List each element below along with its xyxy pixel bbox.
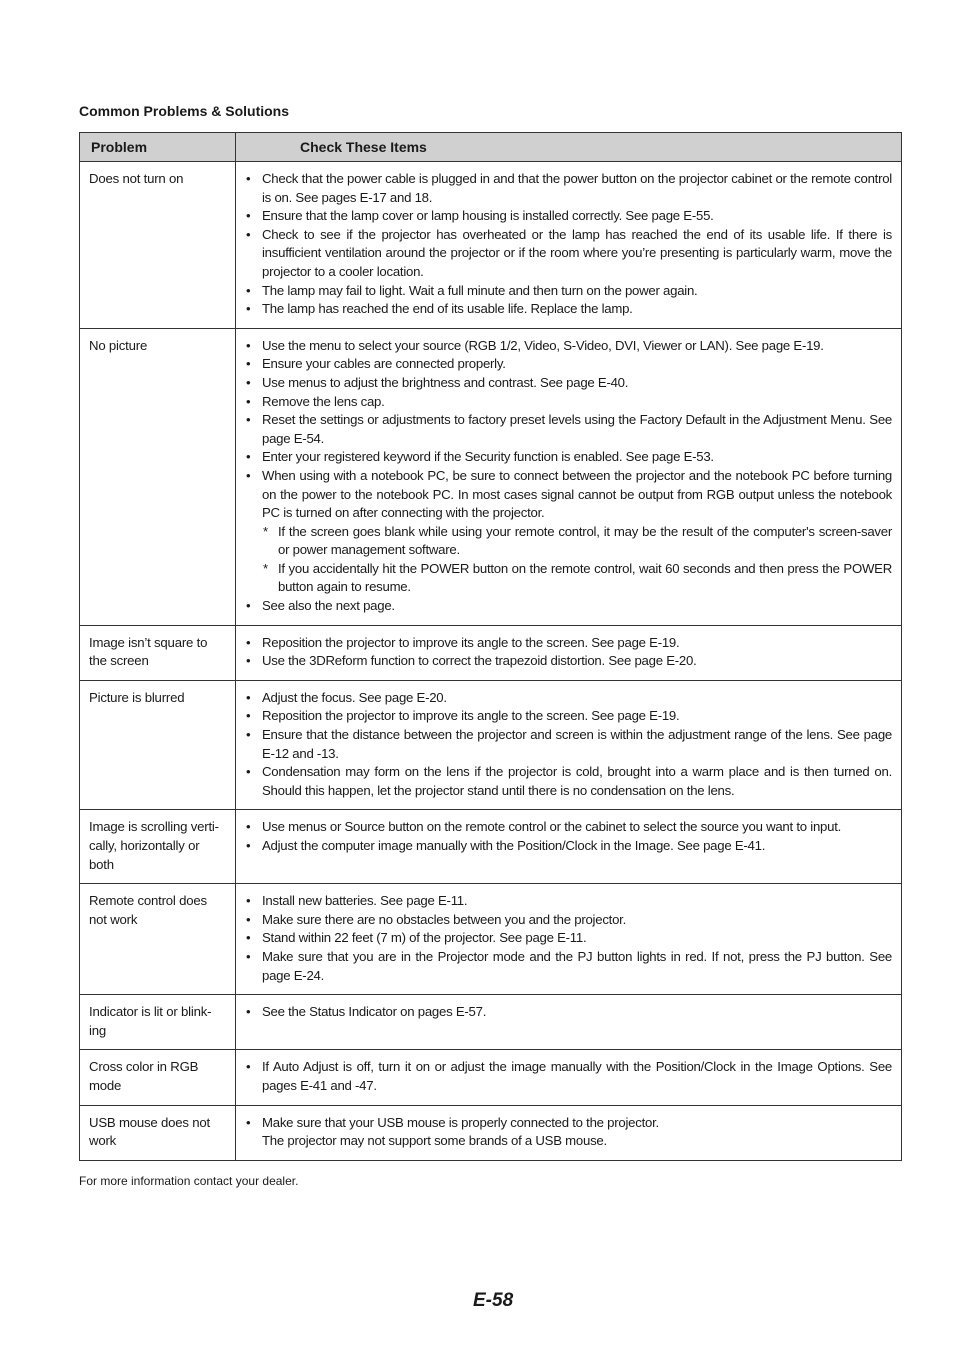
check-item-text: • Make sure that your USB mouse is properly connected to the projector. (262, 1114, 659, 1130)
check-items-cell (236, 995, 902, 1050)
check-item: • Ensure your cables are connected properly. (262, 355, 892, 374)
note-item: * If the screen goes blank while using your remote control, it may be the result of the computer's screen-saver or power management software. (278, 523, 892, 560)
problem-text: Picture is blurred (89, 689, 185, 705)
check-item: • The lamp may fail to light. Wait a full minute and then turn on the power again. (262, 282, 892, 301)
check-items-list (245, 1003, 892, 1022)
check-item: • Make sure that you are in the Projector mode and the PJ button lights in red. If not, press the PJ button. See page E-24. (262, 948, 892, 985)
check-item: • The lamp has reached the end of its usable life. Replace the lamp. (262, 300, 892, 319)
problem-text: Cross color in RGB mode (89, 1059, 199, 1093)
problem-cell (80, 995, 236, 1050)
table-header-row (80, 133, 902, 162)
check-item: • Check to see if the projector has overheated or the lamp has reached the end of its usable life. If there is insufficient ventilation around the projector or if the room where you’re presenting is particularly warm, move the projector to a cooler location. (262, 226, 892, 282)
check-items-list (245, 892, 892, 985)
table-row (80, 625, 902, 680)
check-item-continuation: The projector may not support some brands of a USB mouse. (262, 1133, 607, 1149)
check-item: • Ensure that the lamp cover or lamp housing is installed correctly. See page E-55. (262, 207, 892, 226)
problem-cell (80, 1105, 236, 1160)
problem-cell (80, 810, 236, 884)
check-item: • If Auto Adjust is off, turn it on or adjust the image manually with the Position/Clock in the Image Options. See pages E-41 and -47. (262, 1058, 892, 1095)
check-item: • Check that the power cable is plugged in and that the power button on the projector cabinet or the remote control is on. See pages E-17 and 18. (262, 170, 892, 207)
check-item: • Reset the settings or adjustments to factory preset levels using the Factory Default in the Adjustment Menu. See page E-54. (262, 411, 892, 448)
note-item: * If you accidentally hit the POWER button on the remote control, wait 60 seconds and then press the POWER button again to resume. (278, 560, 892, 597)
check-items-cell (236, 884, 902, 995)
page-number: E-58 (473, 1290, 514, 1311)
check-items-list (245, 170, 892, 319)
check-item: • Remove the lens cap. (262, 393, 892, 412)
check-items-cell (236, 162, 902, 329)
problem-text: Remote control does not work (89, 893, 207, 927)
check-items-cell (236, 625, 902, 680)
table-row (80, 680, 902, 810)
notes-list (262, 523, 892, 597)
check-item: • Use menus to adjust the brightness and contrast. See page E-40. (262, 374, 892, 393)
check-items-cell (236, 810, 902, 884)
check-item: • Adjust the focus. See page E-20. (262, 689, 892, 708)
table-row (80, 995, 902, 1050)
problem-text: No picture (89, 337, 148, 353)
problem-cell (80, 884, 236, 995)
check-item: • Reposition the projector to improve its angle to the screen. See page E-19. (262, 707, 892, 726)
check-item: • Ensure that the distance between the projector and screen is within the adjustment range of the lens. See page E-12 and -13. (262, 726, 892, 763)
table-row (80, 810, 902, 884)
check-items-list (245, 634, 892, 671)
problem-cell (80, 680, 236, 810)
problem-text: USB mouse does not work (89, 1114, 211, 1149)
problem-cell (80, 328, 236, 625)
column-header-problem: Problem (80, 133, 236, 162)
problem-cell (80, 162, 236, 329)
check-items-list (245, 1058, 892, 1095)
check-item: • Install new batteries. See page E-11. (262, 892, 892, 911)
check-item: • Make sure there are no obstacles between you and the projector. (262, 911, 892, 930)
column-header-check-items: Check These Items (236, 133, 902, 162)
check-item: • Use the 3DReform function to correct the trapezoid distortion. See page E-20. (262, 652, 892, 671)
section-title: Common Problems & Solutions (79, 103, 290, 119)
check-item: • See the Status Indicator on pages E-57. (262, 1003, 892, 1022)
check-item: • Use menus or Source button on the remote control or the cabinet to select the source you want to input. (262, 818, 892, 837)
table-row (80, 328, 902, 625)
table-row (80, 162, 902, 329)
check-item: • Stand within 22 feet (7 m) of the projector. See page E-11. (262, 929, 892, 948)
table-row (80, 1105, 902, 1160)
check-items-list (245, 818, 892, 855)
check-items-list (245, 689, 892, 801)
problem-cell (80, 625, 236, 680)
check-item: • Adjust the computer image manually with the Position/Clock in the Image. See page E-41. (262, 837, 892, 856)
check-items-cell (236, 328, 902, 625)
check-item: • Condensation may form on the lens if the projector is cold, brought into a warm place and is then turned on. Should this happen, let the projector stand until there is no condensation on the lens. (262, 763, 892, 800)
check-item: • Use the menu to select your source (RGB 1/2, Video, S-Video, DVI, Viewer or LAN). See page E-19. (262, 337, 892, 356)
check-items-cell (236, 1105, 902, 1160)
check-items-list (245, 337, 892, 616)
table-row (80, 1050, 902, 1105)
problem-text: Image isn’t square to the screen (89, 634, 208, 669)
footer-note: For more information contact your dealer. (79, 1174, 299, 1188)
check-items-cell (236, 1050, 902, 1105)
check-item: • See also the next page. (262, 597, 892, 616)
check-item (262, 1114, 892, 1151)
check-items-list (245, 1114, 892, 1151)
check-item (262, 467, 892, 597)
check-items-cell (236, 680, 902, 810)
check-item: • Reposition the projector to improve its angle to the screen. See page E-19. (262, 634, 892, 653)
problem-text: Indicator is lit or blink-ing (89, 1004, 212, 1038)
problem-cell (80, 1050, 236, 1105)
check-item: • Enter your registered keyword if the Security function is enabled. See page E-53. (262, 448, 892, 467)
problem-text: Image is scrolling verti-cally, horizontally or both (89, 819, 219, 872)
check-item-text: When using with a notebook PC, be sure to connect between the projector and the notebook PC before turning on the power to the notebook PC. In most cases signal cannot be output from RGB output unless the notebook PC is turned on after connecting with the projector. (262, 467, 892, 521)
table-row (80, 884, 902, 995)
problem-text: Does not turn on (89, 171, 184, 186)
troubleshooting-table (79, 132, 902, 1161)
